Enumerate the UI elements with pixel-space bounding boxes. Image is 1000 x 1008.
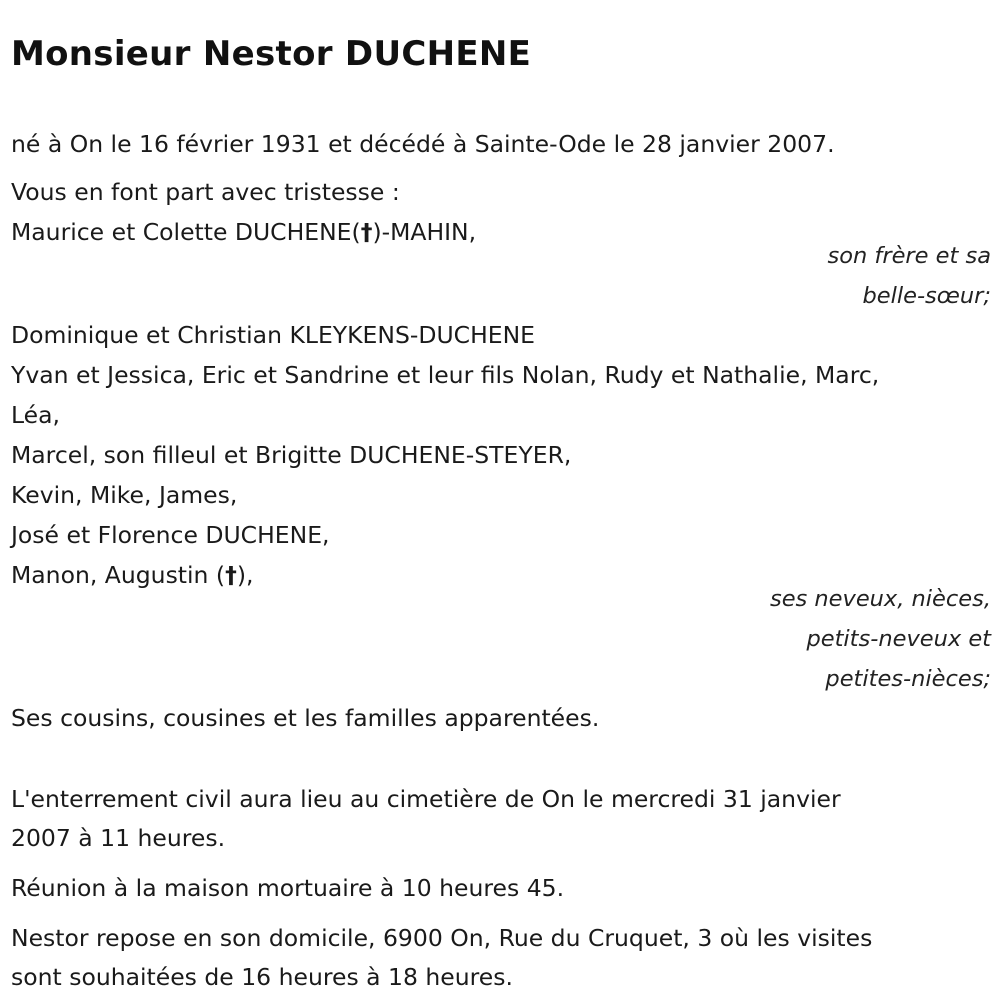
family-brother-name-start: Maurice et Colette DUCHENE( <box>11 218 361 246</box>
rest-line-2: sont souhaitées de 16 heures à 18 heures. <box>11 963 513 991</box>
relation-brother-line-1: son frère et sa <box>827 243 991 269</box>
family-brother-name-end: )-MAHIN, <box>372 218 477 246</box>
family-brother-line <box>11 212 476 252</box>
nephews-line-7-start: Manon, Augustin ( <box>11 561 226 589</box>
nephews-line-7-end: ), <box>236 561 254 589</box>
nephews-line-1: Dominique et Christian KLEYKENS-DUCHENE <box>11 321 536 349</box>
cross-icon: † <box>360 218 373 246</box>
relation-nephews-line-2: petits-neveux et <box>806 626 991 652</box>
relation-brother-line-2: belle-sœur; <box>862 283 991 309</box>
burial-line-2: 2007 à 11 heures. <box>11 824 226 852</box>
cousins-line: Ses cousins, cousines et les familles apparentées. <box>11 704 600 732</box>
meeting-line: Réunion à la maison mortuaire à 10 heures 45. <box>11 874 565 902</box>
nephews-line-3: Léa, <box>11 401 61 429</box>
birth-death-line: né à On le 16 février 1931 et décédé à Sainte-Ode le 28 janvier 2007. <box>11 130 835 158</box>
nephews-line-5: Kevin, Mike, James, <box>11 481 238 509</box>
page-title: Monsieur Nestor DUCHENE <box>11 34 532 74</box>
rest-line-1: Nestor repose en son domicile, 6900 On, Rue du Cruquet, 3 où les visites <box>11 924 873 952</box>
nephews-line-7 <box>11 555 253 595</box>
burial-line-1: L'enterrement civil aura lieu au cimetière de On le mercredi 31 janvier <box>11 785 841 813</box>
nephews-line-6: José et Florence DUCHENE, <box>11 521 330 549</box>
relation-nephews-line-1: ses neveux, nièces, <box>769 586 991 612</box>
nephews-line-2: Yvan et Jessica, Eric et Sandrine et leur fils Nolan, Rudy et Nathalie, Marc, <box>11 361 880 389</box>
relation-nephews-line-3: petites-nièces; <box>825 666 991 692</box>
nephews-line-4: Marcel, son filleul et Brigitte DUCHENE-STEYER, <box>11 441 572 469</box>
announcement-line: Vous en font part avec tristesse : <box>11 178 400 206</box>
cross-icon: † <box>225 561 237 589</box>
